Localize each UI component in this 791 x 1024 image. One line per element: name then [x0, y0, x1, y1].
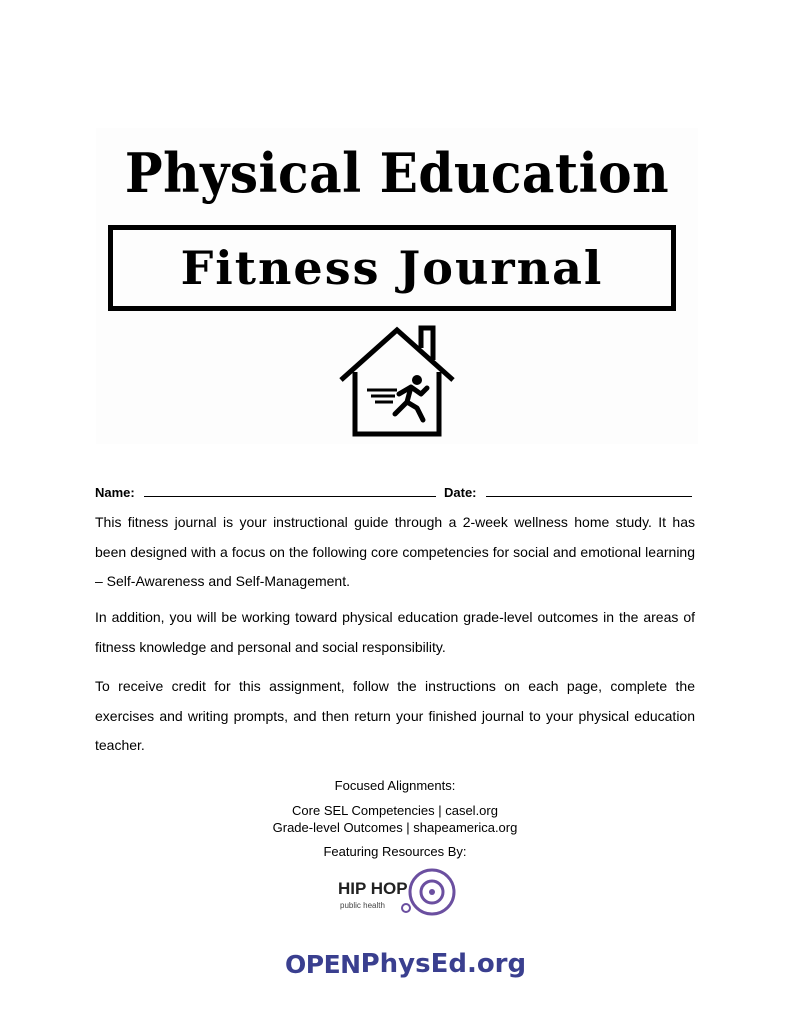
alignment-outcomes: Grade-level Outcomes | shapeamerica.org [272, 820, 518, 835]
date-field[interactable] [486, 484, 692, 497]
name-date-fields [95, 484, 695, 500]
house-runner-icon [337, 324, 457, 440]
subtitle-box [108, 225, 676, 311]
name-label: Name: [95, 485, 135, 500]
resources-heading: Featuring Resources By: [323, 844, 467, 859]
hiphop-logo-subtext: public health [340, 901, 385, 910]
hiphop-logo-text: HIP HOP [338, 879, 408, 898]
date-label: Date: [444, 485, 477, 500]
hiphop-public-health-logo [336, 864, 458, 920]
cover-hero [96, 128, 698, 444]
openphysed-logo [285, 944, 527, 984]
alignment-sel: Core SEL Competencies | casel.org [292, 803, 498, 818]
intro-paragraph: This fitness journal is your instructional guide through a 2-week wellness home study. It has been designed with a focus on the following core competencies for social and emotional learning – Self-Awareness and Self-Management. [95, 514, 695, 589]
page-title: Physical Education [124, 141, 670, 205]
alignments-heading: Focused Alignments: [334, 778, 456, 793]
page-subtitle: Fitness Journal [180, 241, 604, 295]
credit-paragraph: To receive credit for this assignment, follow the instructions on each page, complete the exercises and writing prompts, and then return your finished journal to your physical education teacher. [95, 678, 695, 753]
name-field[interactable] [144, 484, 436, 497]
alignments-block [95, 777, 695, 836]
outcomes-paragraph: In addition, you will be working toward physical education grade-level outcomes in the areas of fitness knowledge and personal and social responsibility. [95, 609, 695, 655]
openphysed-rest: PhysEd.org [360, 949, 527, 979]
openphysed-open: OPEN [285, 949, 361, 979]
